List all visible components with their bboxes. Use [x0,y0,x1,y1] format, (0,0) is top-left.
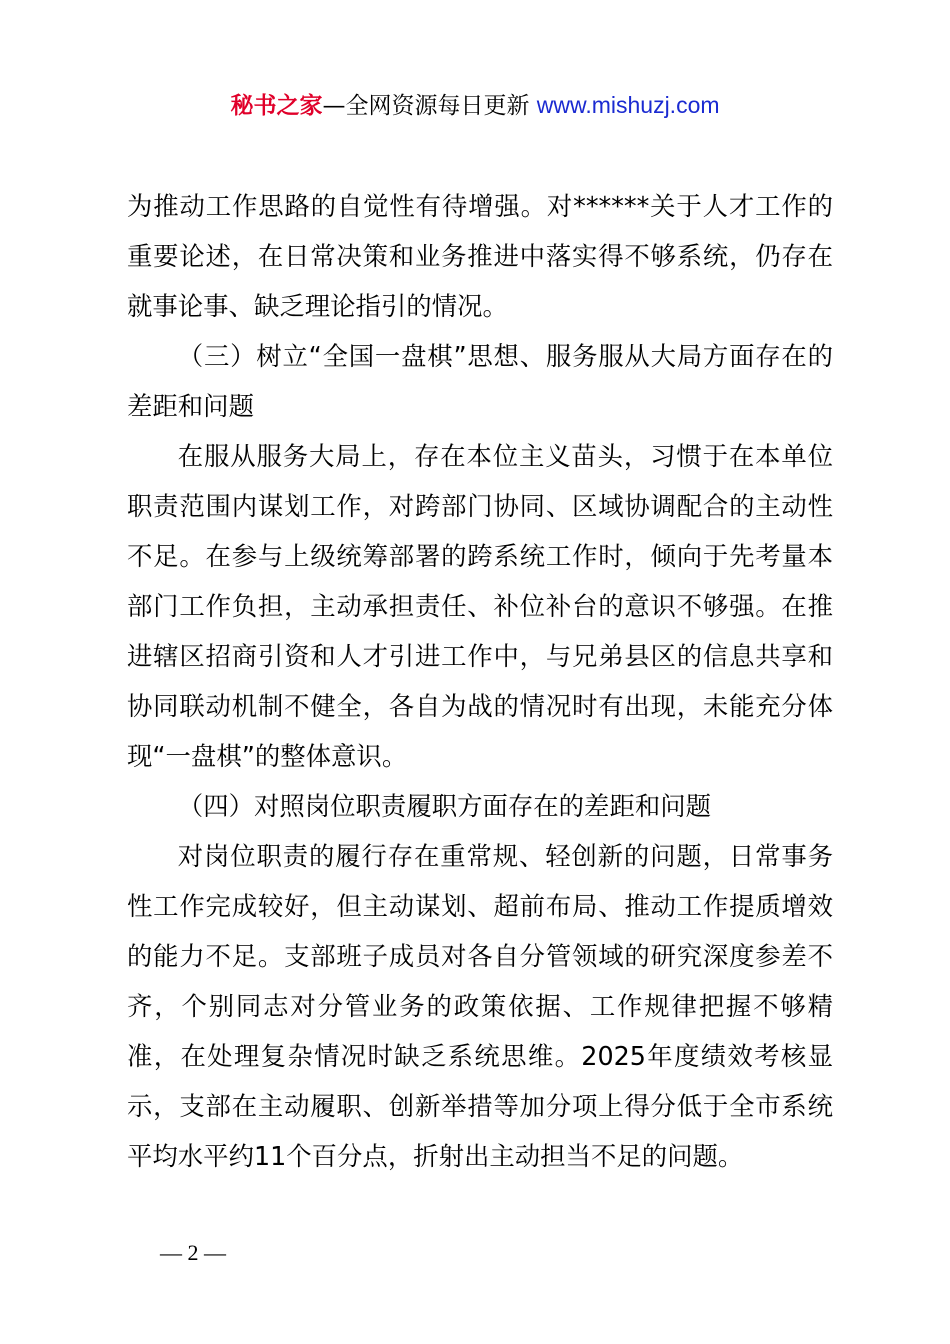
page-number: — 2 — [160,1240,226,1265]
brand-name: 秘书之家 [230,93,323,119]
paragraph-section-3: 在服从服务大局上，存在本位主义苗头，习惯于在本单位职责范围内谋划工作，对跨部门协同、区域协调配合的主动性不足。在参与上级统筹部署的跨系统工作时，倾向于先考量本部门工作负担，主动承担责任、补位补台的意识不够强。在推进辖区招商引资和人才引进工作中，与兄弟县区的信息共享和协同联动机制不健全，各自为战的情况时有出现，未能充分体现“一盘棋”的整体意识。 [127,441,833,771]
section-heading-3: （三）树立“全国一盘棋”思想、服务服从大局方面存在的差距和问题 [127,341,833,421]
paragraph-continued: 为推动工作思路的自觉性有待增强。对******关于人才工作的重要论述，在日常决策和业务推进中落实得不够系统，仍存在就事论事、缺乏理论指引的情况。 [127,191,833,321]
page-header [0,88,950,123]
website-link[interactable]: www.mishuzj.com [536,92,720,118]
header-slogan: —全网资源每日更新 [322,93,537,119]
paragraph-section-4: 对岗位职责的履行存在重常规、轻创新的问题，日常事务性工作完成较好，但主动谋划、超前布局、推动工作提质增效的能力不足。支部班子成员对各自分管领域的研究深度参差不齐，个别同志对分管业务的政策依据、工作规律把握不够精准，在处理复杂情况时缺乏系统思维。2025年度绩效考核显示，支部在主动履职、创新举措等加分项上得分低于全市系统平均水平约11个百分点，折射出主动担当不足的问题。 [127,841,833,1171]
section-heading-4: （四）对照岗位职责履职方面存在的差距和问题 [177,791,711,821]
document-body [127,181,833,1181]
